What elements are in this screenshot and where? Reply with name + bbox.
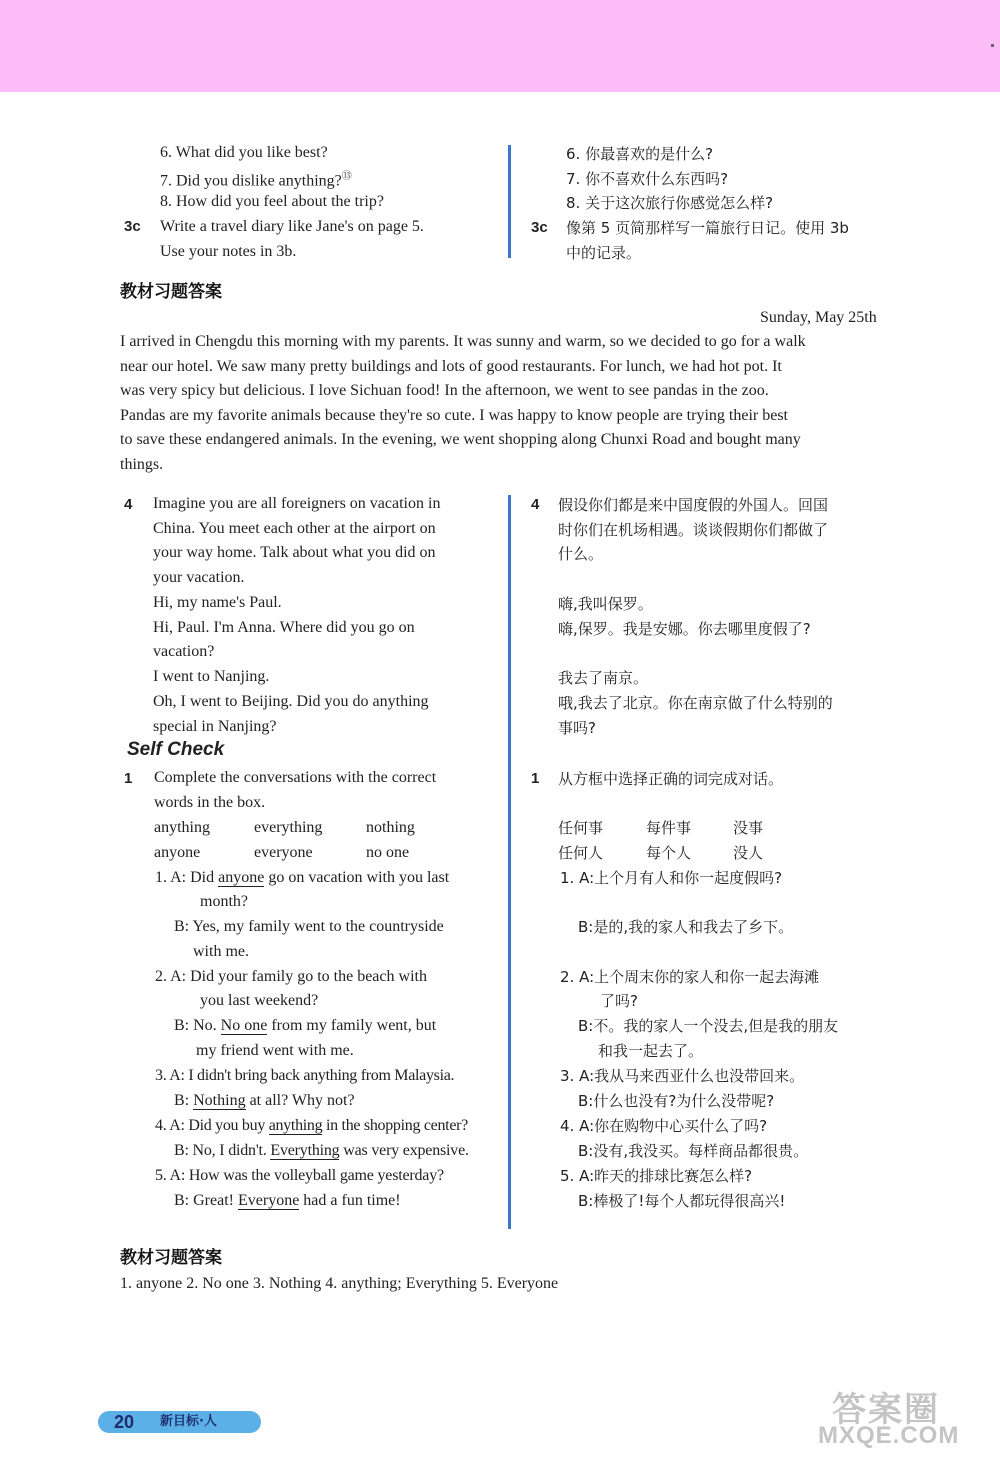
zh-exercise-3c-instruction-1: 像第 5 页简那样写一篇旅行日记。使用 3b: [566, 219, 849, 237]
zh-exercise-4-number: 4: [531, 496, 540, 513]
q4-a-line: [155, 1116, 468, 1136]
column-divider-1: [508, 145, 511, 258]
zh-q2-a: 2. A:上个周末你的家人和你一起去海滩: [560, 968, 820, 986]
zh-question-8: 8. 关于这次旅行你感觉怎么样?: [566, 194, 774, 212]
zh-self-check-instruction: 从方框中选择正确的词完成对话。: [558, 770, 784, 788]
q4-b-text-end: was very expensive.: [339, 1142, 469, 1159]
q2-b-line: [174, 1016, 436, 1036]
banner-dot: [991, 44, 994, 47]
question-6: 6. What did you like best?: [160, 144, 328, 161]
q1-a-line-2: month?: [200, 893, 248, 910]
question-7-text: 7. Did you dislike anything?: [160, 172, 342, 190]
diary-line: Pandas are my favorite animals because they're so cute. I was happy to know people are trying their best: [120, 406, 788, 424]
zh-exercise-3c-number: 3c: [531, 219, 548, 236]
q4-b-text: B: No, I didn't.: [174, 1142, 271, 1159]
exercise-4-line: special in Nanjing?: [153, 718, 277, 735]
zh-q2-a-2: 了吗?: [600, 992, 638, 1010]
word-box-item: no one: [366, 844, 410, 861]
exercise-4-line: Hi, Paul. I'm Anna. Where did you go on: [153, 619, 415, 636]
zh-exercise-3c-instruction-2: 中的记录。: [566, 244, 642, 262]
q2-b-text-end: from my family went, but: [267, 1017, 437, 1034]
q5-b-text: had a fun time!: [299, 1192, 401, 1209]
zh-q2-b: B:不。我的家人一个没去,但是我的朋友: [578, 1017, 839, 1035]
exercise-3c-number: 3c: [124, 218, 141, 235]
q3-answer: Nothing: [193, 1092, 246, 1109]
q4-b-line: [174, 1141, 469, 1161]
top-banner: [0, 0, 1000, 92]
diary-date: Sunday, May 25th: [760, 309, 877, 326]
zh-q1-b: B:是的,我的家人和我去了乡下。: [578, 918, 794, 936]
q2-b-line-2: my friend went with me.: [196, 1042, 354, 1059]
exercise-4-number: 4: [124, 496, 133, 513]
answers-heading-1: 教材习题答案: [120, 282, 222, 302]
word-box-item: anything: [154, 819, 210, 836]
word-box-item: everything: [254, 819, 323, 836]
q5-b-line: [174, 1191, 401, 1211]
diary-line: near our hotel. We saw many pretty buildings and lots of good restaurants. For lunch, we had hot pot. It: [120, 357, 782, 375]
q3-b-prefix: B:: [174, 1092, 194, 1109]
zh-word-box-item: 任何人: [558, 844, 604, 862]
zh-q1-a: 1. A:上个月有人和你一起度假吗?: [560, 869, 783, 887]
zh-exercise-4-line: 假设你们都是来中国度假的外国人。回国: [558, 496, 829, 514]
q2-b-text: B: No.: [174, 1017, 221, 1034]
zh-word-box-item: 没人: [733, 844, 764, 862]
exercise-4-line: vacation?: [153, 643, 215, 660]
exercise-4-line: I went to Nanjing.: [153, 668, 270, 685]
page-number: 20: [114, 1412, 135, 1432]
q4-answer-2: Everything: [270, 1142, 340, 1159]
q1-a-text: 1. A: Did: [155, 869, 219, 886]
word-box-item: anyone: [154, 844, 201, 861]
zh-q2-b-2: 和我一起去了。: [598, 1042, 704, 1060]
zh-exercise-4-line: 嗨,保罗。我是安娜。你去哪里度假了?: [558, 620, 811, 638]
zh-question-6: 6. 你最喜欢的是什么?: [566, 145, 714, 163]
exercise-3c-instruction-2: Use your notes in 3b.: [160, 243, 297, 260]
zh-q5-a: 5. A:昨天的排球比赛怎么样?: [560, 1167, 753, 1185]
zh-exercise-4-line: 事吗?: [558, 719, 596, 737]
exercise-3c-instruction-1: Write a travel diary like Jane's on page 5.: [160, 218, 424, 235]
book-label: 新目标·人: [160, 1414, 217, 1429]
diary-line: was very spicy but delicious. I love Sichuan food! In the afternoon, we went to see pandas in the zoo.: [120, 382, 769, 400]
zh-word-box-item: 任何事: [558, 819, 604, 837]
exercise-4-line: Oh, I went to Beijing. Did you do anything: [153, 693, 429, 710]
q1-a-text-end: go on vacation with you last: [264, 869, 450, 886]
q2-a-line-2: you last weekend?: [200, 992, 319, 1009]
diary-paragraph: [120, 330, 895, 478]
word-box-item: nothing: [366, 819, 415, 836]
zh-word-box-item: 每件事: [646, 819, 692, 837]
exercise-4-line: your vacation.: [153, 569, 245, 586]
zh-exercise-4-line: 嗨,我叫保罗。: [558, 595, 653, 613]
zh-word-box-item: 没事: [733, 819, 764, 837]
q4-answer-1: anything: [268, 1117, 323, 1134]
self-check-number: 1: [124, 770, 133, 787]
zh-q4-b: B:没有,我没买。每样商品都很贵。: [578, 1142, 809, 1160]
q3-b-text: at all? Why not?: [245, 1092, 355, 1109]
watermark-logo: [818, 1382, 988, 1452]
page-footer-badge: [98, 1411, 261, 1433]
q1-a-line: [155, 868, 449, 888]
q4-a-text-end: in the shopping center?: [322, 1117, 468, 1134]
answers-line: 1. anyone 2. No one 3. Nothing 4. anything; Everything 5. Everyone: [120, 1275, 559, 1292]
zh-q4-a: 4. A:你在购物中心买什么了吗?: [560, 1117, 768, 1135]
self-check-instruction-2: words in the box.: [154, 794, 266, 811]
marker-icon: ⑬: [341, 171, 352, 182]
self-check-title: Self Check: [127, 739, 225, 760]
zh-exercise-4-line: 什么。: [558, 545, 604, 563]
q1-answer: anyone: [218, 869, 265, 886]
q2-a-line: 2. A: Did your family go to the beach with: [155, 968, 427, 985]
exercise-4-line: Imagine you are all foreigners on vacation in: [153, 495, 441, 512]
zh-exercise-4-line: 时你们在机场相遇。谈谈假期你们都做了: [558, 521, 829, 539]
watermark-line-2: MXQE.COM: [818, 1422, 960, 1449]
diary-line: to save these endangered animals. In the evening, we went shopping along Chunxi Road and bought many: [120, 431, 801, 449]
q3-b-line: [174, 1091, 355, 1111]
q1-b-line: B: Yes, my family went to the countryside: [174, 918, 444, 935]
q3-a-line: 3. A: I didn't bring back anything from Malaysia.: [155, 1067, 455, 1084]
q1-b-line-2: with me.: [193, 943, 249, 960]
zh-question-7: 7. 你不喜欢什么东西吗?: [566, 170, 729, 188]
exercise-4-line: your way home. Talk about what you did on: [153, 544, 436, 561]
zh-q3-a: 3. A:我从马来西亚什么也没带回来。: [560, 1067, 805, 1085]
q5-b-prefix: B: Great!: [174, 1192, 238, 1209]
q2-answer: No one: [220, 1017, 268, 1034]
q5-answer: Everyone: [237, 1192, 300, 1209]
q4-a-text: 4. A: Did you buy: [155, 1117, 269, 1134]
zh-word-box-item: 每个人: [646, 844, 692, 862]
q5-a-line: 5. A: How was the volleyball game yesterday?: [155, 1167, 444, 1184]
exercise-4-line: Hi, my name's Paul.: [153, 594, 282, 611]
zh-self-check-number: 1: [531, 770, 540, 787]
column-divider-2: [508, 495, 511, 1229]
self-check-instruction-1: Complete the conversations with the correct: [154, 769, 437, 786]
word-box-item: everyone: [254, 844, 313, 861]
zh-q5-b: B:棒极了!每个人都玩得很高兴!: [578, 1192, 786, 1210]
zh-exercise-4-line: 哦,我去了北京。你在南京做了什么特别的: [558, 694, 833, 712]
diary-line: things.: [120, 455, 164, 473]
answers-heading-2: 教材习题答案: [120, 1248, 222, 1268]
diary-line: I arrived in Chengdu this morning with my parents. It was sunny and warm, so we decided to go for a walk: [120, 333, 806, 350]
question-8: 8. How did you feel about the trip?: [160, 193, 384, 210]
exercise-4-line: China. You meet each other at the airport on: [153, 520, 436, 537]
zh-exercise-4-line: 我去了南京。: [558, 669, 649, 687]
zh-q3-b: B:什么也没有?为什么没带呢?: [578, 1092, 775, 1110]
question-7: [160, 167, 352, 191]
watermark-line-1: 答案圈: [832, 1391, 940, 1429]
